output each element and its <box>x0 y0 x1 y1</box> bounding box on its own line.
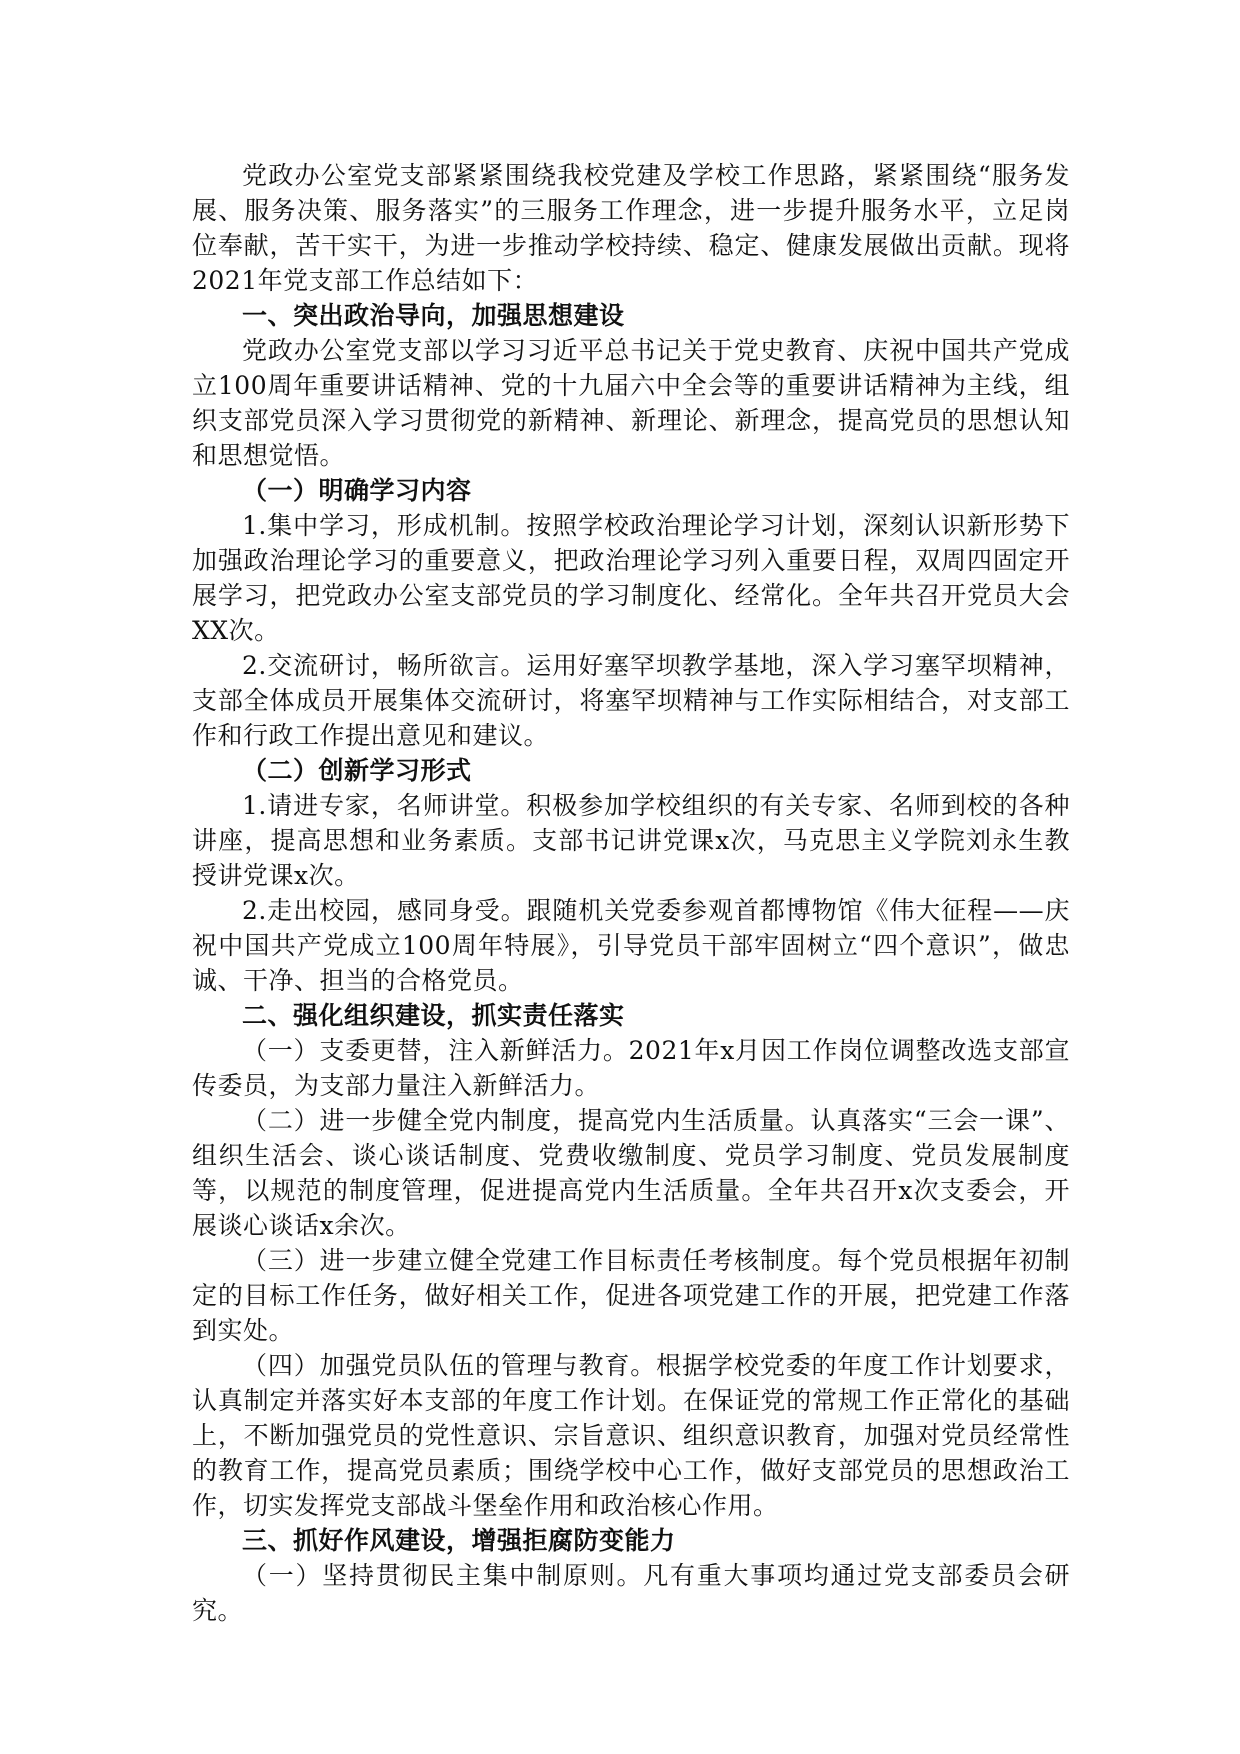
section-2-item-4: （四）加强党员队伍的管理与教育。根据学校党委的年度工作计划要求，认真制定并落实好本支部的年度工作计划。在保证党的常规工作正常化的基础上，不断加强党员的党性意识、宗旨意识、组织意识教育，加强对党员经常性的教育工作，提高党员素质；围绕学校中心工作，做好支部党员的思想政治工作，切实发挥党支部战斗堡垒作用和政治核心作用。 <box>192 1351 1070 1520</box>
section-heading-1: 一、突出政治导向，加强思想建设 <box>242 301 625 330</box>
section-2-item-3: （三）进一步建立健全党建工作目标责任考核制度。每个党员根据年初制定的目标工作任务，做好相关工作，促进各项党建工作的开展，把党建工作落到实处。 <box>192 1246 1070 1345</box>
section-heading-2: 二、强化组织建设，抓实责任落实 <box>242 1001 625 1030</box>
section-3-item-1: （一）坚持贯彻民主集中制原则。凡有重大事项均通过党支部委员会研究。 <box>192 1561 1070 1625</box>
subsection-1-1-item-1: 1.集中学习，形成机制。按照学校政治理论学习计划，深刻认识新形势下加强政治理论学习的重要意义，把政治理论学习列入重要日程，双周四固定开展学习，把党政办公室支部党员的学习制度化、经常化。全年共召开党员大会XX次。 <box>192 511 1070 645</box>
subsection-heading-1-1: （一）明确学习内容 <box>242 476 472 505</box>
section-2-item-1: （一）支委更替，注入新鲜活力。2021年x月因工作岗位调整改选支部宣传委员，为支部力量注入新鲜活力。 <box>192 1036 1070 1100</box>
section-heading-3: 三、抓好作风建设，增强拒腐防变能力 <box>242 1526 676 1555</box>
section-2-item-2: （二）进一步健全党内制度，提高党内生活质量。认真落实“三会一课”、组织生活会、谈心谈话制度、党费收缴制度、党员学习制度、党员发展制度等，以规范的制度管理，促进提高党内生活质量。全年共召开x次支委会，开展谈心谈话x余次。 <box>192 1106 1070 1240</box>
subsection-1-2-item-2: 2.走出校园，感同身受。跟随机关党委参观首都博物馆《伟大征程——庆祝中国共产党成立100周年特展》，引导党员干部牢固树立“四个意识”，做忠诚、干净、担当的合格党员。 <box>192 896 1070 995</box>
document-body <box>192 158 1070 1628</box>
subsection-1-1-item-2: 2.交流研讨，畅所欲言。运用好塞罕坝教学基地，深入学习塞罕坝精神，支部全体成员开展集体交流研讨，将塞罕坝精神与工作实际相结合，对支部工作和行政工作提出意见和建议。 <box>192 651 1070 750</box>
section-1-paragraph: 党政办公室党支部以学习习近平总书记关于党史教育、庆祝中国共产党成立100周年重要讲话精神、党的十九届六中全会等的重要讲话精神为主线，组织支部党员深入学习贯彻党的新精神、新理论、新理念，提高党员的思想认知和思想觉悟。 <box>192 336 1070 470</box>
subsection-1-2-item-1: 1.请进专家，名师讲堂。积极参加学校组织的有关专家、名师到校的各种讲座，提高思想和业务素质。支部书记讲党课x次，马克思主义学院刘永生教授讲党课x次。 <box>192 791 1070 890</box>
intro-paragraph: 党政办公室党支部紧紧围绕我校党建及学校工作思路，紧紧围绕“服务发展、服务决策、服务落实”的三服务工作理念，进一步提升服务水平，立足岗位奉献，苦干实干，为进一步推动学校持续、稳定、健康发展做出贡献。现将2021年党支部工作总结如下： <box>192 161 1070 295</box>
subsection-heading-1-2: （二）创新学习形式 <box>242 756 472 785</box>
